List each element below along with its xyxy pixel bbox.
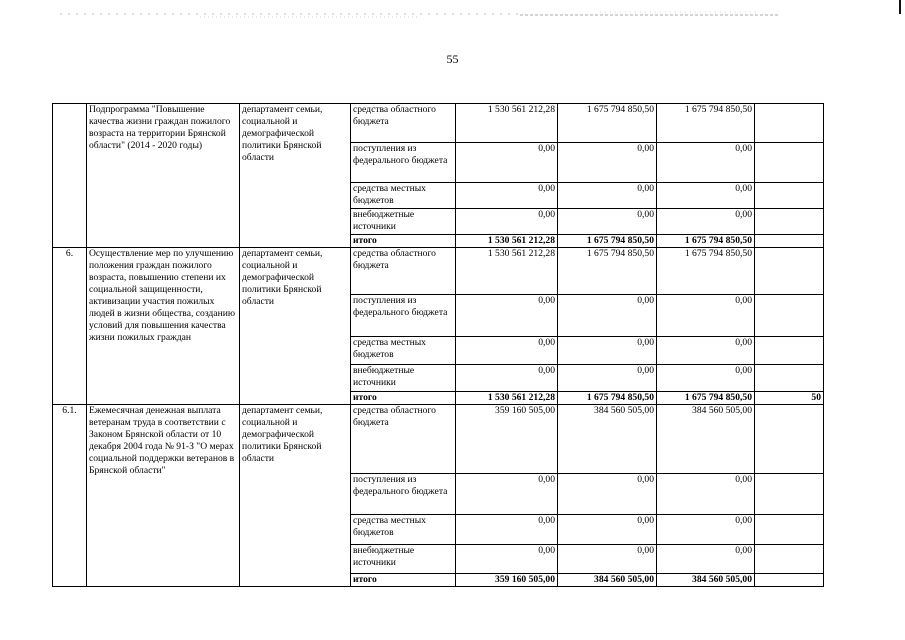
funding-source: средства местных бюджетов: [351, 337, 456, 365]
item-number: [53, 104, 87, 248]
funding-source: итого: [351, 235, 456, 248]
amount-col-1: 1 530 561 212,28: [456, 235, 558, 248]
funding-source: средства местных бюджетов: [351, 515, 456, 545]
last-col-value: [755, 515, 824, 545]
amount-col-1: 1 530 561 212,28: [456, 248, 558, 295]
item-executor: департамент семьи, социальной и демографической политики Брянской области: [240, 405, 351, 587]
scan-edge-mark: [899, 0, 901, 14]
amount-col-3: 0,00: [657, 337, 755, 365]
item-executor: департамент семьи, социальной и демографической политики Брянской области: [240, 248, 351, 405]
amount-col-1: 0,00: [456, 295, 558, 337]
amount-col-3: 1 675 794 850,50: [657, 248, 755, 295]
amount-col-1: 359 160 505,00: [456, 574, 558, 587]
amount-col-3: 0,00: [657, 295, 755, 337]
funding-source: внебюджетные источники: [351, 365, 456, 392]
funding-source: средства местных бюджетов: [351, 183, 456, 209]
amount-col-3: 384 560 505,00: [657, 574, 755, 587]
amount-col-2: 1 675 794 850,50: [558, 235, 657, 248]
amount-col-2: 0,00: [558, 365, 657, 392]
amount-col-2: 0,00: [558, 183, 657, 209]
budget-table: [52, 103, 824, 587]
amount-col-2: 0,00: [558, 295, 657, 337]
amount-col-3: 384 560 505,00: [657, 405, 755, 474]
amount-col-1: 0,00: [456, 365, 558, 392]
item-executor: департамент семьи, социальной и демографической политики Брянской области: [240, 104, 351, 248]
amount-col-3: 1 675 794 850,50: [657, 235, 755, 248]
last-col-value: [755, 248, 824, 295]
table-row: [53, 405, 824, 474]
amount-col-3: 1 675 794 850,50: [657, 392, 755, 405]
amount-col-2: 0,00: [558, 143, 657, 183]
amount-col-1: 1 530 561 212,28: [456, 104, 558, 143]
amount-col-2: 0,00: [558, 545, 657, 574]
amount-col-2: 384 560 505,00: [558, 574, 657, 587]
amount-col-1: 0,00: [456, 545, 558, 574]
scan-noise: [0, 8, 905, 20]
last-col-value: [755, 235, 824, 248]
last-col-value: [755, 474, 824, 515]
last-col-value: [755, 365, 824, 392]
funding-source: поступления из федерального бюджета: [351, 143, 456, 183]
amount-col-3: 1 675 794 850,50: [657, 104, 755, 143]
table-row: [53, 248, 824, 295]
funding-source: итого: [351, 574, 456, 587]
amount-col-3: 0,00: [657, 545, 755, 574]
last-col-value: [755, 183, 824, 209]
funding-source: средства областного бюджета: [351, 248, 456, 295]
funding-source: внебюджетные источники: [351, 545, 456, 574]
amount-col-1: 359 160 505,00: [456, 405, 558, 474]
funding-source: итого: [351, 392, 456, 405]
last-col-value: [755, 545, 824, 574]
amount-col-3: 0,00: [657, 515, 755, 545]
item-name: Ежемесячная денежная выплата ветеранам труда в соответствии с Законом Брянской области от 10 декабря 2004 года № 91-З "О мерах социальной поддержки ветеранов в Брянской области": [87, 405, 240, 587]
amount-col-2: 0,00: [558, 515, 657, 545]
last-col-value: [755, 143, 824, 183]
last-col-value: [755, 295, 824, 337]
amount-col-2: 0,00: [558, 209, 657, 235]
funding-source: поступления из федерального бюджета: [351, 474, 456, 515]
last-col-value: [755, 574, 824, 587]
amount-col-2: 1 675 794 850,50: [558, 392, 657, 405]
funding-source: поступления из федерального бюджета: [351, 295, 456, 337]
funding-source: средства областного бюджета: [351, 104, 456, 143]
last-col-value: 50: [755, 392, 824, 405]
table-row: [53, 104, 824, 143]
amount-col-1: 0,00: [456, 143, 558, 183]
amount-col-1: 0,00: [456, 515, 558, 545]
amount-col-2: 0,00: [558, 337, 657, 365]
amount-col-3: 0,00: [657, 209, 755, 235]
amount-col-3: 0,00: [657, 474, 755, 515]
page-number: 55: [446, 52, 459, 66]
item-number: 6.1.: [53, 405, 87, 587]
amount-col-3: 0,00: [657, 183, 755, 209]
amount-col-1: 0,00: [456, 183, 558, 209]
amount-col-2: 0,00: [558, 474, 657, 515]
funding-source: средства областного бюджета: [351, 405, 456, 474]
funding-source: внебюджетные источники: [351, 209, 456, 235]
amount-col-3: 0,00: [657, 365, 755, 392]
last-col-value: [755, 405, 824, 474]
last-col-value: [755, 209, 824, 235]
amount-col-2: 1 675 794 850,50: [558, 248, 657, 295]
item-name: Осуществление мер по улучшению положения граждан пожилого возраста, повышению степени их социальной защищенности, активизации участия пожилых людей в жизни общества, созданию условий для повышения качества жизни пожилых граждан: [87, 248, 240, 405]
amount-col-1: 0,00: [456, 209, 558, 235]
item-name: Подпрограмма "Повышение качества жизни граждан пожилого возраста на территории Брянской области" (2014 - 2020 годы): [87, 104, 240, 248]
amount-col-2: 384 560 505,00: [558, 405, 657, 474]
amount-col-1: 1 530 561 212,28: [456, 392, 558, 405]
item-number: 6.: [53, 248, 87, 405]
amount-col-1: 0,00: [456, 474, 558, 515]
amount-col-1: 0,00: [456, 337, 558, 365]
last-col-value: [755, 337, 824, 365]
amount-col-3: 0,00: [657, 143, 755, 183]
amount-col-2: 1 675 794 850,50: [558, 104, 657, 143]
last-col-value: [755, 104, 824, 143]
